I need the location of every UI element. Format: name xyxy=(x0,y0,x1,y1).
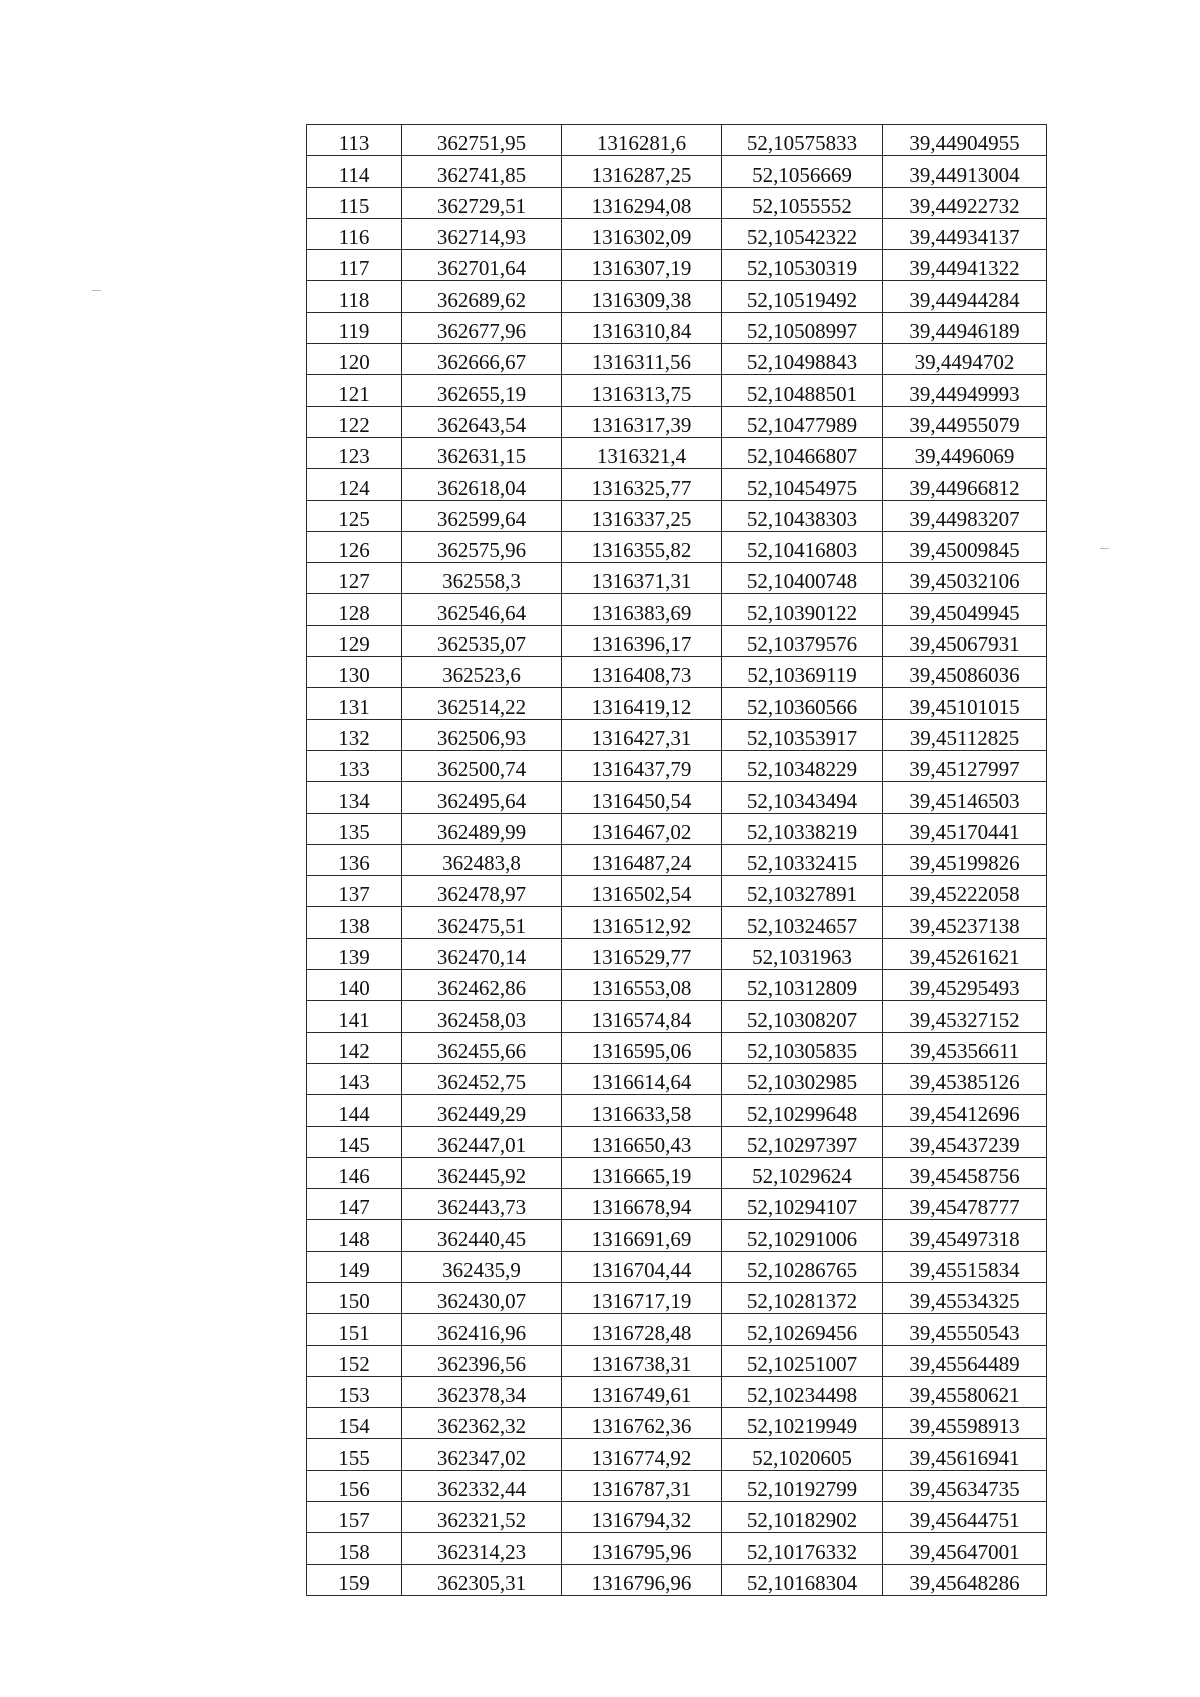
latitude-cell: 52,10477989 xyxy=(722,406,883,437)
point-number-cell: 116 xyxy=(307,218,402,249)
longitude-cell: 39,45550543 xyxy=(883,1314,1047,1345)
y-coordinate-cell: 1316487,24 xyxy=(562,844,722,875)
latitude-cell: 52,10286765 xyxy=(722,1251,883,1282)
latitude-cell: 52,10291006 xyxy=(722,1220,883,1251)
y-coordinate-cell: 1316355,82 xyxy=(562,531,722,562)
x-coordinate-cell: 362643,54 xyxy=(402,406,562,437)
point-number-cell: 134 xyxy=(307,782,402,813)
longitude-cell: 39,44946189 xyxy=(883,312,1047,343)
table-row xyxy=(307,500,1047,531)
x-coordinate-cell: 362478,97 xyxy=(402,876,562,907)
longitude-cell: 39,45580621 xyxy=(883,1376,1047,1407)
point-number-cell: 129 xyxy=(307,625,402,656)
y-coordinate-cell: 1316678,94 xyxy=(562,1189,722,1220)
table-row xyxy=(307,312,1047,343)
longitude-cell: 39,44922732 xyxy=(883,187,1047,218)
x-coordinate-cell: 362618,04 xyxy=(402,469,562,500)
x-coordinate-cell: 362416,96 xyxy=(402,1314,562,1345)
y-coordinate-cell: 1316553,08 xyxy=(562,970,722,1001)
x-coordinate-cell: 362489,99 xyxy=(402,813,562,844)
x-coordinate-cell: 362575,96 xyxy=(402,531,562,562)
point-number-cell: 127 xyxy=(307,563,402,594)
y-coordinate-cell: 1316614,64 xyxy=(562,1063,722,1094)
y-coordinate-cell: 1316749,61 xyxy=(562,1376,722,1407)
latitude-cell: 52,10297397 xyxy=(722,1126,883,1157)
point-number-cell: 137 xyxy=(307,876,402,907)
latitude-cell: 52,10542322 xyxy=(722,218,883,249)
latitude-cell: 52,10176332 xyxy=(722,1533,883,1564)
x-coordinate-cell: 362445,92 xyxy=(402,1157,562,1188)
y-coordinate-cell: 1316512,92 xyxy=(562,907,722,938)
y-coordinate-cell: 1316321,4 xyxy=(562,437,722,468)
latitude-cell: 52,10234498 xyxy=(722,1376,883,1407)
latitude-cell: 52,10312809 xyxy=(722,970,883,1001)
latitude-cell: 52,10369119 xyxy=(722,657,883,688)
longitude-cell: 39,45032106 xyxy=(883,563,1047,594)
y-coordinate-cell: 1316437,79 xyxy=(562,750,722,781)
point-number-cell: 131 xyxy=(307,688,402,719)
longitude-cell: 39,45127997 xyxy=(883,750,1047,781)
table-row xyxy=(307,813,1047,844)
x-coordinate-cell: 362655,19 xyxy=(402,375,562,406)
table-row xyxy=(307,375,1047,406)
latitude-cell: 52,10438303 xyxy=(722,500,883,531)
point-number-cell: 154 xyxy=(307,1408,402,1439)
y-coordinate-cell: 1316337,25 xyxy=(562,500,722,531)
y-coordinate-cell: 1316294,08 xyxy=(562,187,722,218)
latitude-cell: 52,10308207 xyxy=(722,1001,883,1032)
x-coordinate-cell: 362321,52 xyxy=(402,1502,562,1533)
table-row xyxy=(307,1126,1047,1157)
latitude-cell: 52,10343494 xyxy=(722,782,883,813)
y-coordinate-cell: 1316762,36 xyxy=(562,1408,722,1439)
point-number-cell: 115 xyxy=(307,187,402,218)
point-number-cell: 150 xyxy=(307,1282,402,1313)
latitude-cell: 52,10338219 xyxy=(722,813,883,844)
table-row xyxy=(307,281,1047,312)
point-number-cell: 138 xyxy=(307,907,402,938)
table-row xyxy=(307,1408,1047,1439)
longitude-cell: 39,45086036 xyxy=(883,657,1047,688)
latitude-cell: 52,10302985 xyxy=(722,1063,883,1094)
y-coordinate-cell: 1316502,54 xyxy=(562,876,722,907)
latitude-cell: 52,10390122 xyxy=(722,594,883,625)
x-coordinate-cell: 362599,64 xyxy=(402,500,562,531)
table-row xyxy=(307,1251,1047,1282)
longitude-cell: 39,45237138 xyxy=(883,907,1047,938)
longitude-cell: 39,45515834 xyxy=(883,1251,1047,1282)
x-coordinate-cell: 362701,64 xyxy=(402,250,562,281)
latitude-cell: 52,10519492 xyxy=(722,281,883,312)
longitude-cell: 39,45497318 xyxy=(883,1220,1047,1251)
table-row xyxy=(307,1095,1047,1126)
table-row xyxy=(307,719,1047,750)
y-coordinate-cell: 1316795,96 xyxy=(562,1533,722,1564)
latitude-cell: 52,10251007 xyxy=(722,1345,883,1376)
x-coordinate-cell: 362666,67 xyxy=(402,344,562,375)
x-coordinate-cell: 362751,95 xyxy=(402,125,562,156)
y-coordinate-cell: 1316529,77 xyxy=(562,938,722,969)
point-number-cell: 144 xyxy=(307,1095,402,1126)
table-row xyxy=(307,625,1047,656)
longitude-cell: 39,45385126 xyxy=(883,1063,1047,1094)
point-number-cell: 130 xyxy=(307,657,402,688)
point-number-cell: 146 xyxy=(307,1157,402,1188)
table-row xyxy=(307,1502,1047,1533)
longitude-cell: 39,45327152 xyxy=(883,1001,1047,1032)
longitude-cell: 39,44955079 xyxy=(883,406,1047,437)
latitude-cell: 52,10168304 xyxy=(722,1564,883,1595)
y-coordinate-cell: 1316287,25 xyxy=(562,156,722,187)
longitude-cell: 39,45170441 xyxy=(883,813,1047,844)
table-row xyxy=(307,1282,1047,1313)
longitude-cell: 39,45101015 xyxy=(883,688,1047,719)
table-row xyxy=(307,187,1047,218)
y-coordinate-cell: 1316665,19 xyxy=(562,1157,722,1188)
latitude-cell: 52,10416803 xyxy=(722,531,883,562)
table-row xyxy=(307,1220,1047,1251)
table-row xyxy=(307,1001,1047,1032)
longitude-cell: 39,45616941 xyxy=(883,1439,1047,1470)
y-coordinate-cell: 1316796,96 xyxy=(562,1564,722,1595)
table-row xyxy=(307,970,1047,1001)
latitude-cell: 52,10353917 xyxy=(722,719,883,750)
latitude-cell: 52,1020605 xyxy=(722,1439,883,1470)
latitude-cell: 52,10530319 xyxy=(722,250,883,281)
point-number-cell: 128 xyxy=(307,594,402,625)
point-number-cell: 147 xyxy=(307,1189,402,1220)
x-coordinate-cell: 362741,85 xyxy=(402,156,562,187)
longitude-cell: 39,45634735 xyxy=(883,1470,1047,1501)
y-coordinate-cell: 1316302,09 xyxy=(562,218,722,249)
y-coordinate-cell: 1316317,39 xyxy=(562,406,722,437)
y-coordinate-cell: 1316310,84 xyxy=(562,312,722,343)
latitude-cell: 52,10454975 xyxy=(722,469,883,500)
point-number-cell: 158 xyxy=(307,1533,402,1564)
latitude-cell: 52,10327891 xyxy=(722,876,883,907)
table-row xyxy=(307,938,1047,969)
longitude-cell: 39,45534325 xyxy=(883,1282,1047,1313)
point-number-cell: 132 xyxy=(307,719,402,750)
table-row xyxy=(307,1439,1047,1470)
longitude-cell: 39,4494702 xyxy=(883,344,1047,375)
x-coordinate-cell: 362535,07 xyxy=(402,625,562,656)
point-number-cell: 155 xyxy=(307,1439,402,1470)
y-coordinate-cell: 1316728,48 xyxy=(562,1314,722,1345)
y-coordinate-cell: 1316450,54 xyxy=(562,782,722,813)
table-row xyxy=(307,657,1047,688)
point-number-cell: 136 xyxy=(307,844,402,875)
table-row xyxy=(307,844,1047,875)
x-coordinate-cell: 362305,31 xyxy=(402,1564,562,1595)
x-coordinate-cell: 362332,44 xyxy=(402,1470,562,1501)
table-row xyxy=(307,469,1047,500)
longitude-cell: 39,45261621 xyxy=(883,938,1047,969)
y-coordinate-cell: 1316408,73 xyxy=(562,657,722,688)
point-number-cell: 139 xyxy=(307,938,402,969)
longitude-cell: 39,44941322 xyxy=(883,250,1047,281)
x-coordinate-cell: 362435,9 xyxy=(402,1251,562,1282)
x-coordinate-cell: 362558,3 xyxy=(402,563,562,594)
scan-speck-left xyxy=(92,290,101,291)
y-coordinate-cell: 1316794,32 xyxy=(562,1502,722,1533)
latitude-cell: 52,10498843 xyxy=(722,344,883,375)
x-coordinate-cell: 362443,73 xyxy=(402,1189,562,1220)
x-coordinate-cell: 362347,02 xyxy=(402,1439,562,1470)
y-coordinate-cell: 1316307,19 xyxy=(562,250,722,281)
x-coordinate-cell: 362470,14 xyxy=(402,938,562,969)
y-coordinate-cell: 1316633,58 xyxy=(562,1095,722,1126)
y-coordinate-cell: 1316787,31 xyxy=(562,1470,722,1501)
x-coordinate-cell: 362430,07 xyxy=(402,1282,562,1313)
longitude-cell: 39,45295493 xyxy=(883,970,1047,1001)
x-coordinate-cell: 362483,8 xyxy=(402,844,562,875)
y-coordinate-cell: 1316574,84 xyxy=(562,1001,722,1032)
point-number-cell: 126 xyxy=(307,531,402,562)
y-coordinate-cell: 1316691,69 xyxy=(562,1220,722,1251)
latitude-cell: 52,1056669 xyxy=(722,156,883,187)
table-row xyxy=(307,218,1047,249)
point-number-cell: 153 xyxy=(307,1376,402,1407)
table-row xyxy=(307,594,1047,625)
longitude-cell: 39,45356611 xyxy=(883,1032,1047,1063)
point-number-cell: 124 xyxy=(307,469,402,500)
x-coordinate-cell: 362523,6 xyxy=(402,657,562,688)
point-number-cell: 143 xyxy=(307,1063,402,1094)
latitude-cell: 52,10219949 xyxy=(722,1408,883,1439)
table-row xyxy=(307,1376,1047,1407)
y-coordinate-cell: 1316281,6 xyxy=(562,125,722,156)
point-number-cell: 135 xyxy=(307,813,402,844)
x-coordinate-cell: 362546,64 xyxy=(402,594,562,625)
x-coordinate-cell: 362689,62 xyxy=(402,281,562,312)
point-number-cell: 122 xyxy=(307,406,402,437)
x-coordinate-cell: 362462,86 xyxy=(402,970,562,1001)
x-coordinate-cell: 362440,45 xyxy=(402,1220,562,1251)
point-number-cell: 159 xyxy=(307,1564,402,1595)
longitude-cell: 39,45412696 xyxy=(883,1095,1047,1126)
y-coordinate-cell: 1316311,56 xyxy=(562,344,722,375)
y-coordinate-cell: 1316371,31 xyxy=(562,563,722,594)
scan-speck-right xyxy=(1100,548,1109,549)
y-coordinate-cell: 1316383,69 xyxy=(562,594,722,625)
y-coordinate-cell: 1316419,12 xyxy=(562,688,722,719)
y-coordinate-cell: 1316396,17 xyxy=(562,625,722,656)
latitude-cell: 52,10348229 xyxy=(722,750,883,781)
longitude-cell: 39,45049945 xyxy=(883,594,1047,625)
table-row xyxy=(307,563,1047,594)
table-row xyxy=(307,344,1047,375)
y-coordinate-cell: 1316650,43 xyxy=(562,1126,722,1157)
x-coordinate-cell: 362514,22 xyxy=(402,688,562,719)
point-number-cell: 123 xyxy=(307,437,402,468)
x-coordinate-cell: 362495,64 xyxy=(402,782,562,813)
table-row xyxy=(307,907,1047,938)
y-coordinate-cell: 1316738,31 xyxy=(562,1345,722,1376)
latitude-cell: 52,10269456 xyxy=(722,1314,883,1345)
x-coordinate-cell: 362455,66 xyxy=(402,1032,562,1063)
point-number-cell: 151 xyxy=(307,1314,402,1345)
latitude-cell: 52,10192799 xyxy=(722,1470,883,1501)
y-coordinate-cell: 1316427,31 xyxy=(562,719,722,750)
point-number-cell: 141 xyxy=(307,1001,402,1032)
table-row xyxy=(307,1189,1047,1220)
x-coordinate-cell: 362500,74 xyxy=(402,750,562,781)
y-coordinate-cell: 1316309,38 xyxy=(562,281,722,312)
longitude-cell: 39,45644751 xyxy=(883,1502,1047,1533)
longitude-cell: 39,44966812 xyxy=(883,469,1047,500)
y-coordinate-cell: 1316704,44 xyxy=(562,1251,722,1282)
table-row xyxy=(307,1314,1047,1345)
coordinates-table xyxy=(306,124,1047,1596)
longitude-cell: 39,4496069 xyxy=(883,437,1047,468)
latitude-cell: 52,10488501 xyxy=(722,375,883,406)
x-coordinate-cell: 362631,15 xyxy=(402,437,562,468)
latitude-cell: 52,1029624 xyxy=(722,1157,883,1188)
coordinates-table-body xyxy=(307,125,1047,1596)
y-coordinate-cell: 1316595,06 xyxy=(562,1032,722,1063)
latitude-cell: 52,1055552 xyxy=(722,187,883,218)
table-row xyxy=(307,876,1047,907)
latitude-cell: 52,10400748 xyxy=(722,563,883,594)
latitude-cell: 52,10182902 xyxy=(722,1502,883,1533)
longitude-cell: 39,45112825 xyxy=(883,719,1047,750)
latitude-cell: 52,1031963 xyxy=(722,938,883,969)
point-number-cell: 121 xyxy=(307,375,402,406)
point-number-cell: 140 xyxy=(307,970,402,1001)
x-coordinate-cell: 362714,93 xyxy=(402,218,562,249)
x-coordinate-cell: 362729,51 xyxy=(402,187,562,218)
table-row xyxy=(307,782,1047,813)
longitude-cell: 39,44944284 xyxy=(883,281,1047,312)
latitude-cell: 52,10281372 xyxy=(722,1282,883,1313)
x-coordinate-cell: 362677,96 xyxy=(402,312,562,343)
y-coordinate-cell: 1316313,75 xyxy=(562,375,722,406)
table-row xyxy=(307,1470,1047,1501)
table-row xyxy=(307,1564,1047,1595)
x-coordinate-cell: 362447,01 xyxy=(402,1126,562,1157)
table-row xyxy=(307,125,1047,156)
longitude-cell: 39,45146503 xyxy=(883,782,1047,813)
latitude-cell: 52,10299648 xyxy=(722,1095,883,1126)
point-number-cell: 152 xyxy=(307,1345,402,1376)
latitude-cell: 52,10360566 xyxy=(722,688,883,719)
point-number-cell: 145 xyxy=(307,1126,402,1157)
point-number-cell: 117 xyxy=(307,250,402,281)
longitude-cell: 39,45222058 xyxy=(883,876,1047,907)
longitude-cell: 39,45437239 xyxy=(883,1126,1047,1157)
table-row xyxy=(307,688,1047,719)
latitude-cell: 52,10508997 xyxy=(722,312,883,343)
longitude-cell: 39,44913004 xyxy=(883,156,1047,187)
point-number-cell: 113 xyxy=(307,125,402,156)
table-row xyxy=(307,406,1047,437)
longitude-cell: 39,45199826 xyxy=(883,844,1047,875)
table-row xyxy=(307,437,1047,468)
table-row xyxy=(307,1533,1047,1564)
point-number-cell: 148 xyxy=(307,1220,402,1251)
y-coordinate-cell: 1316774,92 xyxy=(562,1439,722,1470)
latitude-cell: 52,10575833 xyxy=(722,125,883,156)
point-number-cell: 118 xyxy=(307,281,402,312)
point-number-cell: 114 xyxy=(307,156,402,187)
longitude-cell: 39,45648286 xyxy=(883,1564,1047,1595)
table-row xyxy=(307,1345,1047,1376)
point-number-cell: 157 xyxy=(307,1502,402,1533)
y-coordinate-cell: 1316325,77 xyxy=(562,469,722,500)
x-coordinate-cell: 362475,51 xyxy=(402,907,562,938)
point-number-cell: 125 xyxy=(307,500,402,531)
y-coordinate-cell: 1316467,02 xyxy=(562,813,722,844)
table-row xyxy=(307,1063,1047,1094)
x-coordinate-cell: 362506,93 xyxy=(402,719,562,750)
longitude-cell: 39,45458756 xyxy=(883,1157,1047,1188)
latitude-cell: 52,10466807 xyxy=(722,437,883,468)
longitude-cell: 39,44983207 xyxy=(883,500,1047,531)
longitude-cell: 39,45598913 xyxy=(883,1408,1047,1439)
longitude-cell: 39,44949993 xyxy=(883,375,1047,406)
latitude-cell: 52,10305835 xyxy=(722,1032,883,1063)
point-number-cell: 119 xyxy=(307,312,402,343)
longitude-cell: 39,45564489 xyxy=(883,1345,1047,1376)
longitude-cell: 39,45067931 xyxy=(883,625,1047,656)
longitude-cell: 39,45478777 xyxy=(883,1189,1047,1220)
point-number-cell: 156 xyxy=(307,1470,402,1501)
point-number-cell: 142 xyxy=(307,1032,402,1063)
point-number-cell: 133 xyxy=(307,750,402,781)
latitude-cell: 52,10294107 xyxy=(722,1189,883,1220)
x-coordinate-cell: 362452,75 xyxy=(402,1063,562,1094)
x-coordinate-cell: 362362,32 xyxy=(402,1408,562,1439)
latitude-cell: 52,10379576 xyxy=(722,625,883,656)
table-row xyxy=(307,250,1047,281)
latitude-cell: 52,10324657 xyxy=(722,907,883,938)
longitude-cell: 39,44904955 xyxy=(883,125,1047,156)
x-coordinate-cell: 362458,03 xyxy=(402,1001,562,1032)
point-number-cell: 120 xyxy=(307,344,402,375)
x-coordinate-cell: 362378,34 xyxy=(402,1376,562,1407)
table-row xyxy=(307,1157,1047,1188)
x-coordinate-cell: 362449,29 xyxy=(402,1095,562,1126)
longitude-cell: 39,45009845 xyxy=(883,531,1047,562)
y-coordinate-cell: 1316717,19 xyxy=(562,1282,722,1313)
x-coordinate-cell: 362396,56 xyxy=(402,1345,562,1376)
table-row xyxy=(307,156,1047,187)
latitude-cell: 52,10332415 xyxy=(722,844,883,875)
longitude-cell: 39,44934137 xyxy=(883,218,1047,249)
x-coordinate-cell: 362314,23 xyxy=(402,1533,562,1564)
table-row xyxy=(307,531,1047,562)
longitude-cell: 39,45647001 xyxy=(883,1533,1047,1564)
point-number-cell: 149 xyxy=(307,1251,402,1282)
table-row xyxy=(307,1032,1047,1063)
table-row xyxy=(307,750,1047,781)
